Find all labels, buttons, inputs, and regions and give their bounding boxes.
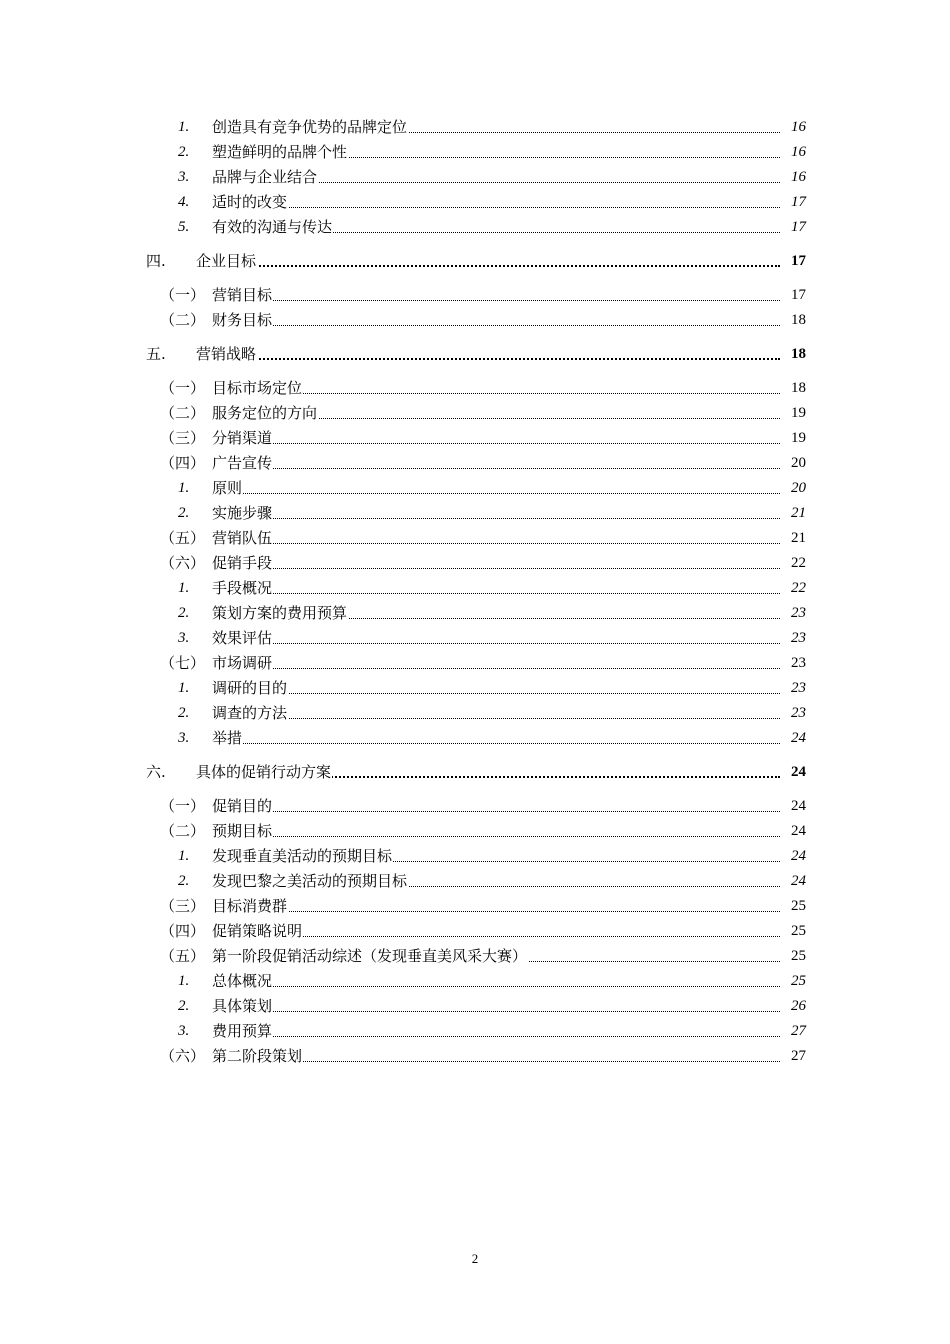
toc-leader-dots — [212, 518, 780, 519]
toc-entry[interactable] — [0, 427, 806, 447]
toc-entry-number: （六） — [160, 1047, 206, 1065]
toc-leader-dots — [212, 207, 780, 208]
toc-entry-number: 2. — [178, 505, 190, 521]
toc-entry-number: 2. — [178, 605, 190, 621]
toc-entry-page: 16 — [791, 119, 806, 135]
toc-entry[interactable] — [0, 702, 806, 722]
toc-entry[interactable] — [0, 895, 806, 915]
toc-entry[interactable] — [0, 761, 806, 781]
toc-leader-dots — [212, 568, 780, 569]
toc-entry-number: 1. — [178, 973, 190, 989]
toc-entry-number: （五） — [160, 947, 206, 965]
toc-leader-dots — [212, 325, 780, 326]
toc-leader-dots — [212, 693, 780, 694]
toc-entry-page: 25 — [791, 948, 806, 964]
page-number: 2 — [471, 1251, 479, 1266]
toc-entry-number: 2. — [178, 873, 190, 889]
toc-entry-title: 效果评估 — [212, 629, 273, 647]
toc-leader-dots — [196, 358, 780, 360]
toc-entry-title: 策划方案的费用预算 — [212, 604, 348, 622]
toc-entry-number: 3. — [178, 730, 190, 746]
toc-entry[interactable] — [0, 845, 806, 865]
toc-entry[interactable] — [0, 527, 806, 547]
toc-entry-title: 品牌与企业结合 — [212, 168, 318, 186]
toc-entry[interactable] — [0, 343, 806, 363]
toc-entry-number: （七） — [160, 654, 206, 672]
toc-entry-title: 具体的促销行动方案 — [196, 763, 332, 781]
toc-entry-title: 服务定位的方向 — [212, 404, 318, 422]
toc-entry-page: 17 — [791, 194, 806, 210]
toc-entry[interactable] — [0, 602, 806, 622]
toc-entry[interactable] — [0, 166, 806, 186]
toc-entry[interactable] — [0, 402, 806, 422]
toc-leader-dots — [196, 265, 780, 267]
toc-entry-page: 24 — [791, 823, 806, 839]
toc-leader-dots — [212, 986, 780, 987]
toc-entry[interactable] — [0, 250, 806, 270]
toc-leader-dots — [212, 543, 780, 544]
toc-entry[interactable] — [0, 116, 806, 136]
toc-entry[interactable] — [0, 216, 806, 236]
toc-entry-page: 27 — [791, 1048, 806, 1064]
toc-entry-page: 24 — [791, 848, 806, 864]
toc-entry-page: 22 — [791, 555, 806, 571]
toc-entry-title: 第二阶段策划 — [212, 1047, 303, 1065]
toc-entry-number: （六） — [160, 554, 206, 572]
toc-entry-number: （三） — [160, 429, 206, 447]
toc-leader-dots — [212, 493, 780, 494]
toc-entry-title: 企业目标 — [196, 252, 257, 270]
toc-leader-dots — [212, 743, 780, 744]
toc-entry-number: 1. — [178, 848, 190, 864]
toc-entry-page: 23 — [791, 605, 806, 621]
toc-entry-page: 22 — [791, 580, 806, 596]
toc-leader-dots — [212, 643, 780, 644]
toc-leader-dots — [212, 668, 780, 669]
toc-entry-page: 25 — [791, 923, 806, 939]
toc-entry[interactable] — [0, 191, 806, 211]
toc-entry-number: 4. — [178, 194, 190, 210]
toc-entry-page: 26 — [791, 998, 806, 1014]
toc-entry-number: 1. — [178, 580, 190, 596]
toc-entry-page: 19 — [791, 405, 806, 421]
toc-entry-title: 具体策划 — [212, 997, 273, 1015]
toc-entry-number: 六. — [146, 763, 166, 781]
toc-entry-number: （二） — [160, 822, 206, 840]
toc-entry-title: 创造具有竞争优势的品牌定位 — [212, 118, 408, 136]
toc-entry[interactable] — [0, 1020, 806, 1040]
toc-entry[interactable] — [0, 377, 806, 397]
toc-entry-title: 手段概况 — [212, 579, 273, 597]
toc-entry-number: 1. — [178, 680, 190, 696]
toc-entry[interactable] — [0, 945, 806, 965]
toc-entry-page: 21 — [791, 505, 806, 521]
toc-entry-number: 1. — [178, 480, 190, 496]
toc-entry-number: （三） — [160, 897, 206, 915]
toc-entry-title: 第一阶段促销活动综述（发现垂直美风采大赛） — [212, 947, 528, 965]
toc-entry-number: （四） — [160, 454, 206, 472]
toc-entry[interactable] — [0, 309, 806, 329]
toc-leader-dots — [212, 911, 780, 912]
toc-entry-page: 24 — [791, 798, 806, 814]
toc-leader-dots — [212, 443, 780, 444]
toc-entry-title: 促销目的 — [212, 797, 273, 815]
toc-entry-title: 促销策略说明 — [212, 922, 303, 940]
toc-entry[interactable] — [0, 795, 806, 815]
toc-entry-number: （一） — [160, 797, 206, 815]
toc-entry-page: 17 — [791, 219, 806, 235]
toc-entry-page: 16 — [791, 144, 806, 160]
toc-entry-number: 四. — [146, 252, 166, 270]
toc-entry[interactable] — [0, 995, 806, 1015]
toc-entry-page: 16 — [791, 169, 806, 185]
toc-entry-number: 五. — [146, 345, 166, 363]
toc-leader-dots — [212, 593, 780, 594]
toc-entry-title: 调研的目的 — [212, 679, 288, 697]
toc-entry-title: 营销战略 — [196, 345, 257, 363]
toc-entry-title: 原则 — [212, 479, 243, 497]
toc-entry-number: 5. — [178, 219, 190, 235]
toc-leader-dots — [212, 300, 780, 301]
toc-entry-number: 2. — [178, 144, 190, 160]
toc-entry-title: 费用预算 — [212, 1022, 273, 1040]
toc-entry-title: 举措 — [212, 729, 243, 747]
toc-entry-page: 25 — [791, 898, 806, 914]
toc-entry-page: 21 — [791, 530, 806, 546]
toc-entry-title: 财务目标 — [212, 311, 273, 329]
toc-entry[interactable] — [0, 577, 806, 597]
toc-entry[interactable] — [0, 552, 806, 572]
toc-entry-page: 17 — [791, 287, 806, 303]
toc-entry-number: 3. — [178, 169, 190, 185]
toc-entry-page: 18 — [791, 346, 806, 362]
toc-entry[interactable] — [0, 920, 806, 940]
toc-entry[interactable] — [0, 652, 806, 672]
toc-entry-title: 广告宣传 — [212, 454, 273, 472]
toc-entry-title: 促销手段 — [212, 554, 273, 572]
toc-leader-dots — [212, 1036, 780, 1037]
toc-entry[interactable] — [0, 284, 806, 304]
toc-entry-page: 18 — [791, 312, 806, 328]
toc-entry[interactable] — [0, 502, 806, 522]
toc-entry-title: 营销目标 — [212, 286, 273, 304]
toc-entry-page: 23 — [791, 680, 806, 696]
toc-entry-title: 营销队伍 — [212, 529, 273, 547]
toc-entry-number: 3. — [178, 630, 190, 646]
toc-entry-page: 24 — [791, 730, 806, 746]
toc-entry-number: （一） — [160, 379, 206, 397]
toc-entry-page: 27 — [791, 1023, 806, 1039]
toc-entry-page: 17 — [791, 253, 806, 269]
toc-entry[interactable] — [0, 1045, 806, 1065]
toc-entry-title: 目标消费群 — [212, 897, 288, 915]
toc-entry-page: 23 — [791, 655, 806, 671]
toc-entry-number: （二） — [160, 404, 206, 422]
toc-entry[interactable] — [0, 870, 806, 890]
toc-entry[interactable] — [0, 970, 806, 990]
toc-entry-page: 24 — [791, 764, 806, 780]
toc-entry[interactable] — [0, 141, 806, 161]
toc-leader-dots — [212, 718, 780, 719]
toc-entry-number: （一） — [160, 286, 206, 304]
toc-entry-title: 发现巴黎之美活动的预期目标 — [212, 872, 408, 890]
toc-entry-page: 19 — [791, 430, 806, 446]
toc-entry[interactable] — [0, 477, 806, 497]
toc-entry-page: 20 — [791, 455, 806, 471]
toc-entry-number: （五） — [160, 529, 206, 547]
toc-entry-page: 25 — [791, 973, 806, 989]
toc-entry-page: 18 — [791, 380, 806, 396]
toc-entry-number: （四） — [160, 922, 206, 940]
toc-entry[interactable] — [0, 677, 806, 697]
toc-entry-number: （二） — [160, 311, 206, 329]
toc-entry-title: 有效的沟通与传达 — [212, 218, 333, 236]
toc-entry-title: 总体概况 — [212, 972, 273, 990]
toc-entry[interactable] — [0, 727, 806, 747]
toc-entry-number: 3. — [178, 1023, 190, 1039]
toc-entry[interactable] — [0, 627, 806, 647]
toc-entry-title: 塑造鲜明的品牌个性 — [212, 143, 348, 161]
toc-entry-number: 2. — [178, 998, 190, 1014]
toc-entry-title: 分销渠道 — [212, 429, 273, 447]
toc-entry-page: 24 — [791, 873, 806, 889]
toc-entry[interactable] — [0, 820, 806, 840]
toc-entry-title: 发现垂直美活动的预期目标 — [212, 847, 393, 865]
toc-entry-page: 23 — [791, 630, 806, 646]
toc-entry-number: 1. — [178, 119, 190, 135]
toc-leader-dots — [212, 468, 780, 469]
toc-entry[interactable] — [0, 452, 806, 472]
toc-leader-dots — [212, 836, 780, 837]
toc-entry-title: 目标市场定位 — [212, 379, 303, 397]
toc-entry-title: 预期目标 — [212, 822, 273, 840]
toc-entry-title: 适时的改变 — [212, 193, 288, 211]
toc-entry-title: 市场调研 — [212, 654, 273, 672]
toc-entry-page: 23 — [791, 705, 806, 721]
toc-entry-title: 实施步骤 — [212, 504, 273, 522]
toc-entry-title: 调查的方法 — [212, 704, 288, 722]
toc-entry-page: 20 — [791, 480, 806, 496]
toc-entry-number: 2. — [178, 705, 190, 721]
toc-leader-dots — [212, 1011, 780, 1012]
toc-leader-dots — [212, 811, 780, 812]
